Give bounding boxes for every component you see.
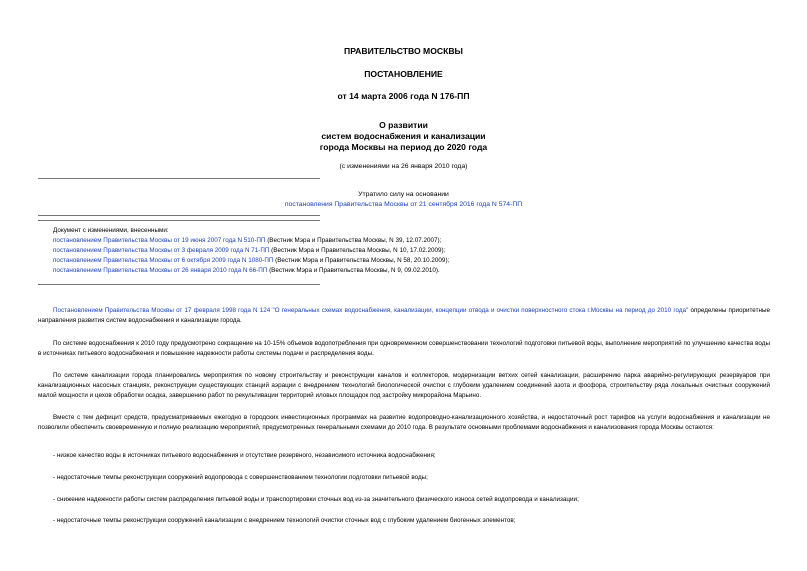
problem-item: - снижение надежности работы систем распределения питьевой воды и транспортировки сточных вод из-за значительного физического износа сетей водопровода и канализации; [53, 496, 579, 503]
history-item [53, 266, 440, 276]
history-link[interactable]: постановлением Правительства Москвы от 6 октября 2009 года N 1080-ПП [53, 257, 274, 264]
problem-item: - недостаточные темпы реконструкции сооружений канализации с внедрением технологий очистки сточных вод с глубоким удалением биогенных элементов; [53, 517, 516, 524]
history-link[interactable]: постановлением Правительства Москвы от 26 января 2010 года N 66-ПП [53, 267, 268, 274]
paragraph-1-text: определены приоритетные направления развития систем водоснабжения и канализации города. [38, 307, 770, 324]
history-link[interactable]: постановлением Правительства Москвы от 3 февраля 2009 года N 71-ПП [53, 247, 270, 254]
changes-note: (с изменениями на 26 января 2010 года) [339, 163, 468, 170]
repeal-link[interactable]: постановления Правительства Москвы от 21 сентября 2016 года N 574-ПП [284, 201, 523, 208]
history-source: (Вестник Мэра и Правительства Москвы, N 10, 17.02.2009); [269, 247, 446, 254]
history-source: (Вестник Мэра и Правительства Москвы, N 39, 12.07.2007); [265, 237, 442, 244]
paragraph-3 [38, 371, 770, 401]
history-item [53, 236, 441, 246]
history-item [53, 256, 449, 266]
doc-title-line-1: О развитии [379, 120, 428, 130]
history-heading: Документ с изменениями, внесенными: [53, 227, 169, 234]
repeal-text: Утратило силу на основании [358, 191, 449, 198]
paragraph-2 [38, 339, 770, 359]
problem-item: - недостаточные темпы реконструкции сооружений водопровода с совершенствованием технологии подготовки питьевой воды; [53, 474, 428, 481]
doc-title-line-2: систем водоснабжения и канализации [321, 131, 486, 141]
doc-type: ПОСТАНОВЛЕНИЕ [364, 69, 443, 79]
problem-item: - низкое качество воды в источниках питьевого водоснабжения и отсутствие резервного, независимого источника водоснабжения; [53, 452, 436, 459]
separator-line [38, 220, 320, 221]
history-item [53, 246, 445, 256]
org-title: ПРАВИТЕЛЬСТВО МОСКВЫ [344, 46, 463, 56]
reference-link[interactable]: Постановлением Правительства Москвы от 17 февраля 1998 года N 124 "О генеральных схемах водоснабжения, канализации, концепции отвода и очистки поверхностного стока г.Москвы на период до 2010 года" [53, 307, 689, 314]
paragraph-3-text: По системе канализации города планировались мероприятия по новому строительству и реконструкции каналов и коллекторов, модернизации ветхих сетей канализации, расширению парка аварийно-регулирующих резервуаров при канализационных насосных станциях, реконструкции существующих станций аэрации с внедрением технологий биологической очистки с глубоким удалением соединений азота и фосфора, строительству ряда локальных очистных сооружений малой мощности и цехов обработки осадка, завершению работ по рекультивации территорий иловых площадок под застройку микрорайона Марьино. [38, 372, 770, 399]
paragraph-2-text: По системе водоснабжения к 2010 году предусмотрено сокращение на 10-15% объемов водопотребления при одновременном совершенствовании технологий подготовки питьевой воды, выполнение мероприятий по улучшению качества воды в источниках питьевого водоснабжения и повышение надежности работы системы подачи и распределения воды. [38, 340, 770, 357]
doc-date-number: от 14 марта 2006 года N 176-ПП [337, 91, 470, 101]
history-source: (Вестник Мэра и Правительства Москвы, N 58, 20.10.2009); [273, 257, 450, 264]
separator-line [38, 215, 320, 216]
doc-title-line-3: города Москвы на период до 2020 года [319, 142, 488, 152]
separator-line [38, 178, 320, 179]
paragraph-4 [38, 413, 770, 433]
history-source: (Вестник Мэра и Правительства Москвы, N 9, 09.02.2010). [267, 267, 440, 274]
paragraph-1 [38, 306, 770, 326]
history-link[interactable]: постановлением Правительства Москвы от 19 июня 2007 года N 510-ПП [53, 237, 266, 244]
paragraph-4-text: Вместе с тем дефицит средств, предусматриваемых ежегодно в городских инвестиционных программах на развитие водопроводно-канализационного хозяйства, и недостаточный рост тарифов на услуги водоснабжения и канализации не позволили обеспечить своевременную и полную реализацию мероприятий, предусмотренных генеральными схемами до 2010 года. В результате основными проблемами водоснабжения и канализования города Москвы остаются: [38, 414, 770, 431]
separator-line [38, 284, 320, 285]
